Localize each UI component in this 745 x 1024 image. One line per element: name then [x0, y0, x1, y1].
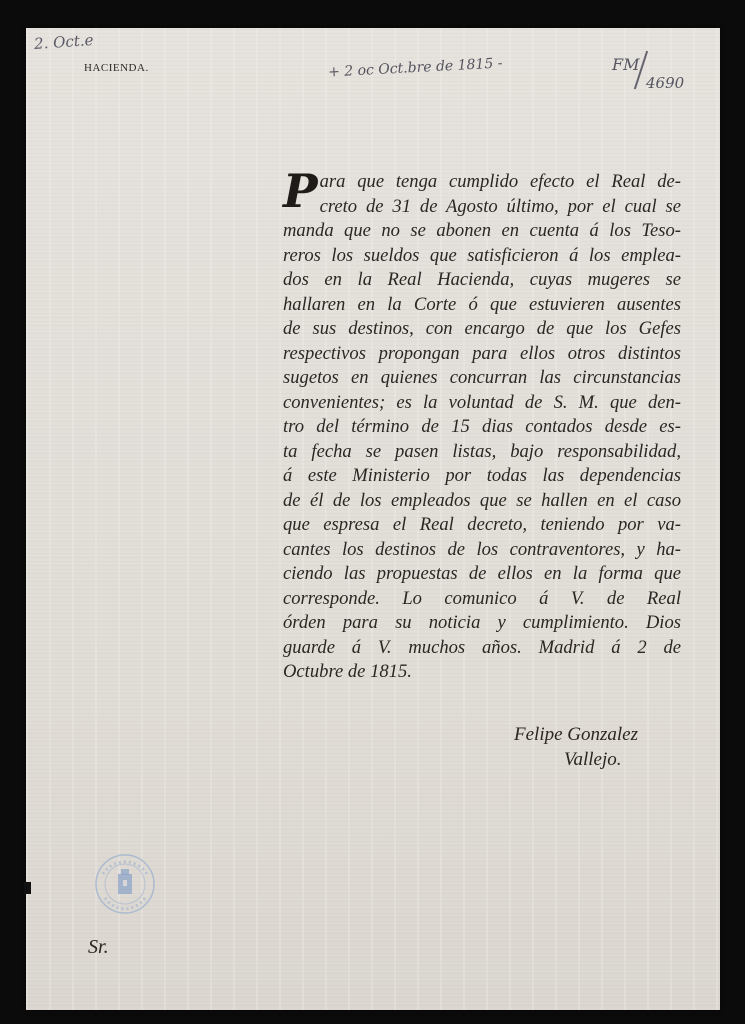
- decree-line: dos en la Real Hacienda, cuyas mugeres se: [283, 269, 681, 290]
- drop-cap: P: [283, 164, 318, 218]
- decree-line: corresponde. Lo comunico á V. de Real: [283, 587, 681, 609]
- decree-line: manda que no se abonen en cuenta á los Teso-: [283, 220, 681, 241]
- decree-line: ciendo las propuestas de ellos en la forma que: [283, 563, 681, 584]
- handwritten-center-note: + 2 oc Oct.bre de 1815 -: [327, 55, 503, 81]
- catalog-reference-line-2: 4690: [646, 74, 685, 92]
- signature-surname: Vallejo.: [564, 749, 622, 770]
- decree-line: Octubre de 1815.: [283, 661, 412, 682]
- handwritten-date-note: 2. Oct.e: [33, 30, 95, 54]
- decree-line: convenientes; es la voluntad de S. M. que den-: [283, 391, 681, 413]
- decree-line: guarde á V. muchos años. Madrid á 2 de: [283, 636, 681, 658]
- library-stamp-icon: [93, 852, 157, 916]
- decree-line: respectivos propongan para ellos otros distintos: [283, 342, 681, 364]
- decree-line: sugetos en quienes concurran las circunstancias: [283, 367, 681, 388]
- decree-line: tro del término de 15 dias contados desde es-: [283, 416, 681, 437]
- decree-line: creto de 31 de Agosto último, por el cual se: [319, 195, 681, 217]
- decree-line: reros los sueldos que satisficieron á los emplea-: [283, 244, 681, 266]
- decree-line: ta fecha se pasen listas, bajo responsabilidad,: [283, 440, 681, 462]
- decree-line: de él de los empleados que se hallen en el caso: [283, 489, 681, 511]
- decree-line: cantes los destinos de los contraventores, y ha-: [283, 538, 681, 560]
- signature-name: Felipe Gonzalez: [514, 724, 639, 745]
- catalog-reference-note: [612, 56, 684, 92]
- margin-tick: [24, 882, 31, 894]
- department-header: HACIENDA.: [84, 62, 149, 74]
- decree-line: ara que tenga cumplido efecto el Real de-: [319, 171, 681, 192]
- decree-line: órden para su noticia y cumplimiento. Dios: [283, 612, 681, 633]
- decree-body: [283, 164, 681, 685]
- catalog-reference-line-1: FM: [612, 55, 640, 74]
- signature-block: [514, 722, 638, 772]
- decree-line: que espresa el Real decreto, teniendo por va-: [283, 514, 681, 535]
- decree-line: hallaren en la Corte ó que estuvieren ausentes: [283, 293, 681, 315]
- decree-line: á este Ministerio por todas las dependencias: [283, 465, 681, 486]
- salutation: Sr.: [88, 936, 109, 958]
- decree-line: de sus destinos, con encargo de que los Gefes: [283, 318, 681, 339]
